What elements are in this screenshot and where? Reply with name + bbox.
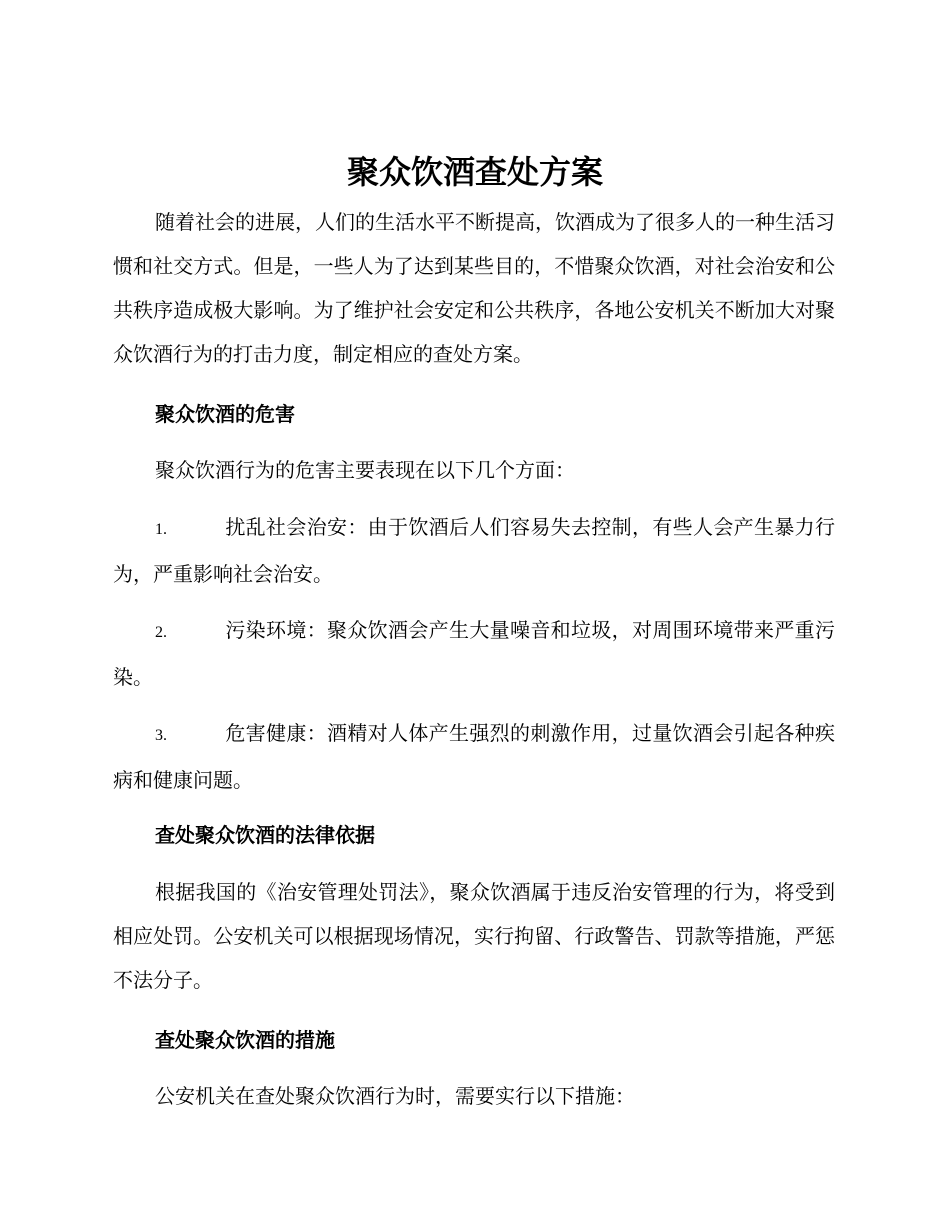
list-item-text: 危害健康：酒精对人体产生强烈的刺激作用，过量饮酒会引起各种疾病和健康问题。 (113, 721, 835, 792)
list-item-text: 扰乱社会治安：由于饮酒后人们容易失去控制，有些人会产生暴力行为，严重影响社会治安。 (113, 515, 835, 586)
list-item (113, 711, 835, 802)
list-item-text: 污染环境：聚众饮酒会产生大量噪音和垃圾，对周围环境带来严重污染。 (113, 618, 835, 689)
section-heading-measures: 查处聚众饮酒的措施 (155, 1028, 335, 1052)
list-number: 1. (155, 521, 167, 538)
list-item (113, 608, 835, 699)
list-item (113, 505, 835, 596)
list-number: 3. (155, 727, 167, 744)
measures-intro-paragraph: 公安机关在查处聚众饮酒行为时，需要实行以下措施： (155, 1084, 635, 1108)
list-number: 2. (155, 624, 167, 641)
document-title: 聚众饮酒查处方案 (346, 153, 603, 191)
section-heading-legal-basis: 查处聚众饮酒的法律依据 (155, 823, 375, 847)
legal-basis-paragraph: 根据我国的《治安管理处罚法》，聚众饮酒属于违反治安管理的行为，将受到相应处罚。公安机关可以根据现场情况，实行拘留、行政警告、罚款等措施，严惩不法分子。 (113, 880, 835, 992)
intro-paragraph: 随着社会的进展，人们的生活水平不断提高，饮酒成为了很多人的一种生活习惯和社交方式。但是，一些人为了达到某些目的，不惜聚众饮酒，对社会治安和公共秩序造成极大影响。为了维护社会安定和公共秩序，各地公安机关不断加大对聚众饮酒行为的打击力度，制定相应的查处方案。 (113, 210, 835, 366)
section-heading-harms: 聚众饮酒的危害 (155, 402, 295, 426)
harms-intro-paragraph: 聚众饮酒行为的危害主要表现在以下几个方面： (155, 458, 575, 482)
